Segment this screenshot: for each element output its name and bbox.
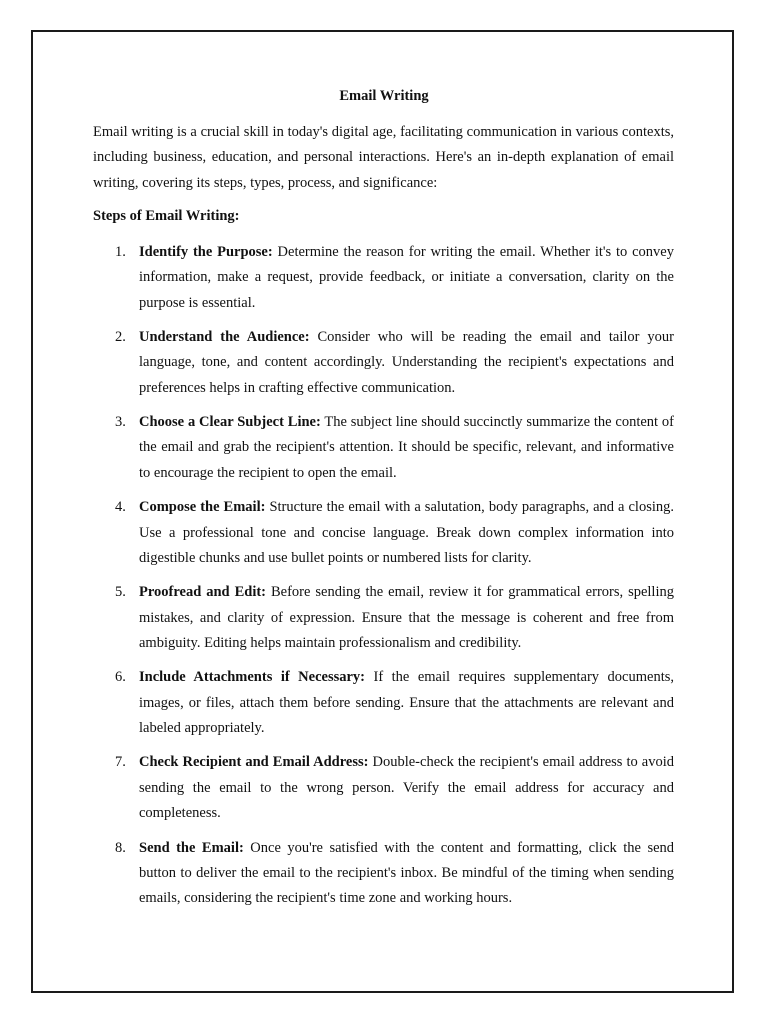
step-text: Double-check the recipient's email address to avoid sending the email to the wrong person. Verify the email address for accuracy and completeness. — [139, 754, 675, 822]
list-item — [93, 495, 674, 571]
step-number: 3. — [115, 414, 126, 431]
step-term: Identify the Purpose: — [139, 244, 273, 260]
step-term: Compose the Email: — [139, 499, 266, 516]
steps-list — [93, 240, 674, 921]
step-term: Understand the Audience: — [139, 329, 310, 346]
step-term: Proofread and Edit: — [139, 584, 267, 601]
list-item — [93, 750, 674, 826]
step-text: Structure the email with a salutation, body paragraphs, and a closing. Use a professional tone and concise language. Break down complex information into digestible chunks and use bullet points or numbered lists for clarity. — [139, 499, 674, 566]
list-item — [93, 836, 674, 912]
step-term: Choose a Clear Subject Line: — [139, 414, 321, 431]
step-text: If the email requires supplementary documents, images, or files, attach them before sending. Ensure that the attachments are relevant and labeled appropriately. — [139, 669, 674, 736]
list-item — [93, 240, 674, 316]
step-term: Include Attachments if Necessary: — [139, 669, 365, 686]
step-number: 5. — [115, 584, 126, 601]
step-text: Consider who will be reading the email and tailor your language, tone, and content accordingly. Understanding the recipient's expectations and preferences helps in crafting effective communication. — [139, 329, 675, 396]
step-text: The subject line should succinctly summarize the content of the email and grab the recipient's attention. It should be specific, relevant, and informative to encourage the recipient to open the email. — [139, 414, 674, 481]
step-term: Send the Email: — [139, 839, 244, 856]
step-number: 8. — [115, 839, 126, 856]
list-item — [93, 665, 674, 741]
step-number: 7. — [115, 754, 126, 771]
list-item — [93, 580, 674, 656]
step-text: Determine the reason for writing the email. Whether it's to convey information, make a request, provide feedback, or initiate a conversation, clarity on the purpose is essential. — [139, 244, 674, 311]
step-number: 2. — [115, 329, 126, 346]
step-number: 6. — [115, 669, 126, 686]
steps-heading: Steps of Email Writing: — [93, 208, 240, 224]
list-item — [93, 410, 674, 486]
step-text: Before sending the email, review it for grammatical errors, spelling mistakes, and clarity of expression. Ensure that the message is coherent and free from ambiguity. Editing helps maintain professionalism and credibility. — [139, 584, 674, 651]
step-number: 4. — [115, 499, 126, 516]
document-title: Email Writing — [339, 88, 429, 104]
step-text: Once you're satisfied with the content and formatting, click the send button to deliver the email to the recipient's inbox. Be mindful of the timing when sending emails, considering the recipient's time zone and working hours. — [139, 839, 675, 907]
step-number: 1. — [115, 244, 126, 260]
list-item — [93, 325, 674, 401]
step-term: Check Recipient and Email Address: — [139, 754, 369, 771]
intro-paragraph: Email writing is a crucial skill in today's digital age, facilitating communication in various contexts, including business, education, and personal interactions. Here's an in-depth explanation of email writing, covering its steps, types, process, and significance: — [93, 124, 674, 191]
